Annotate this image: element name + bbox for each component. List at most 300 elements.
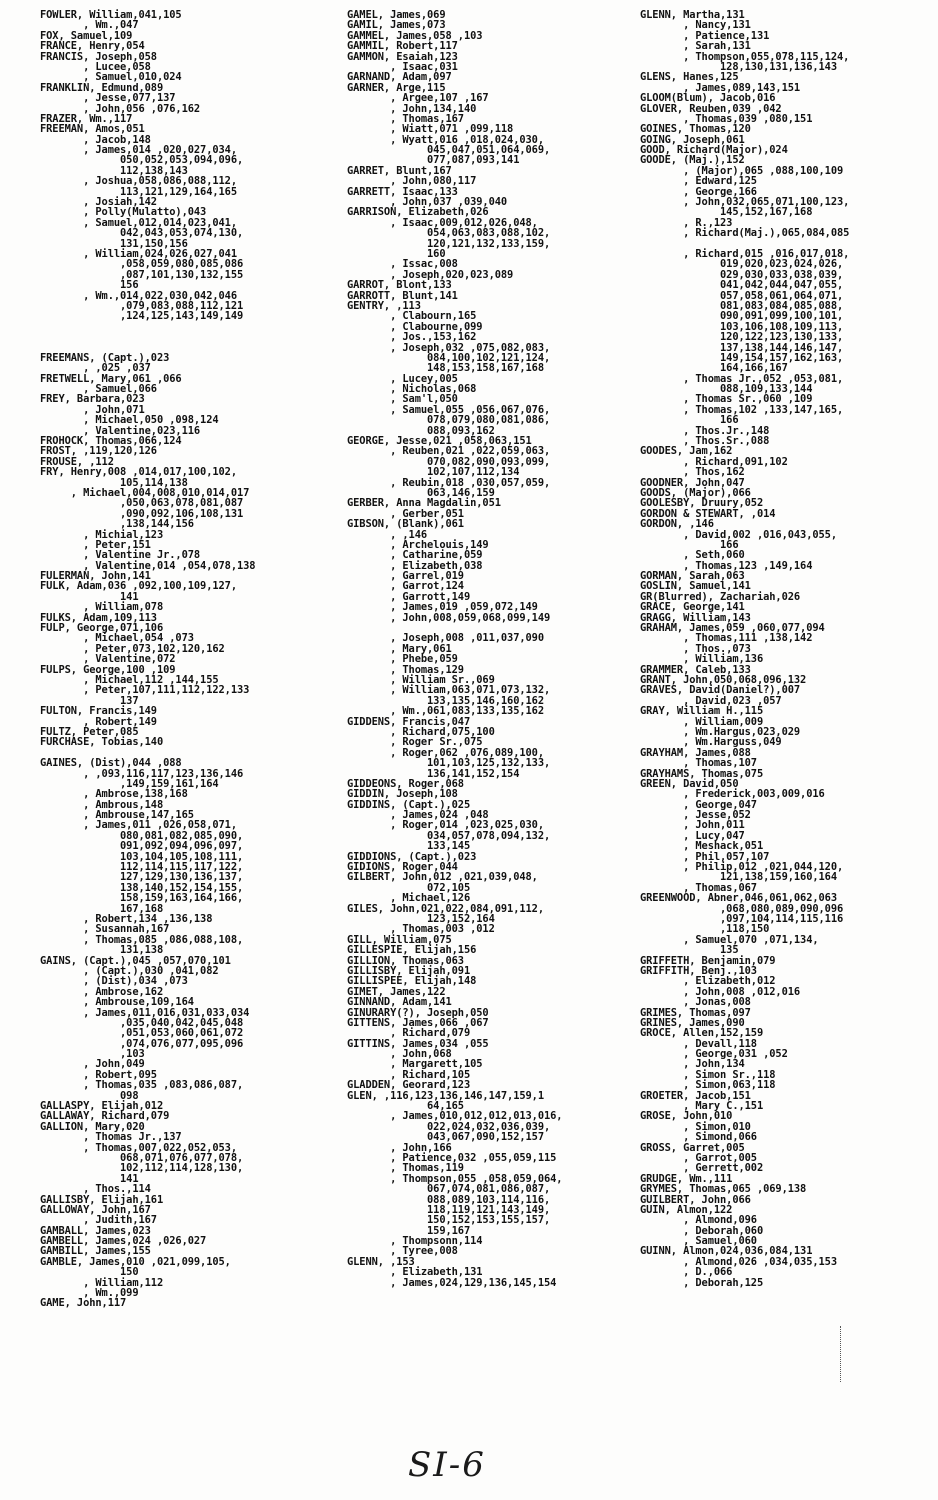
index-entry: GENTRY, ,113 (347, 299, 421, 312)
index-entry: , Garrott,149 (347, 590, 471, 603)
index-entry: , James,019 ,059,072,149 (347, 601, 538, 614)
index-entry: , Frederick,003,009,016 (640, 788, 825, 801)
index-entry: , Wm.Hargus,023,029 (640, 725, 801, 738)
index-entry: 64,165 (347, 1100, 464, 1113)
index-entry: 041,042,044,047,055, (640, 279, 844, 292)
index-entry: , Polly(Mulatto),043 (40, 206, 207, 219)
index-entry: , John,166 (347, 1141, 452, 1154)
index-entry: ,035,040,042,045,048 (40, 1016, 244, 1029)
index-entry: GOOD, Richard(Major),024 (640, 144, 788, 157)
index-entry: GAMBLE, James,010 ,021,099,105, (40, 1255, 231, 1268)
index-entry: GAMEL, James,069 (347, 9, 446, 21)
index-entry: FROST, ,119,120,126 (40, 445, 157, 458)
index-entry: GIDDIN, Joseph,108 (347, 788, 458, 801)
index-entry: , Ambrouse,147,165 (40, 809, 194, 822)
index-entry: GLENS, Hanes,125 (640, 71, 739, 84)
index-entry: 156 (40, 279, 139, 292)
index-entry: , George,031 ,052 (640, 1048, 788, 1061)
index-entry: , Thomas Sr.,060 ,109 (640, 393, 813, 406)
index-entry: ,118,150 (640, 923, 770, 936)
index-entry: 098 (40, 1089, 139, 1102)
index-entry: GRAYHAM, James,088 (640, 746, 751, 759)
index-entry: 113,121,129,164,165 (40, 185, 237, 198)
index-entry: GRYMES, Thomas,065 ,069,138 (640, 1183, 807, 1196)
index-entry: GOODS, (Major),066 (640, 486, 751, 499)
index-entry: , Michial,123 (40, 528, 164, 541)
index-entry: , Richard,091,102 (640, 455, 788, 468)
index-entry: , Judith,167 (40, 1214, 157, 1227)
index-entry: , Mary C.,151 (640, 1100, 764, 1113)
index-entry: , John,032,065,071,100,123, (640, 196, 850, 209)
index-entry: 042,043,053,074,130, (40, 227, 244, 240)
index-entry: GALLISBY, Elijah,161 (40, 1193, 164, 1206)
index-entry: GINURARY(?), Joseph,050 (347, 1006, 489, 1019)
index-entry: 072,105 (347, 881, 471, 894)
index-entry: , Phil,057,107 (640, 850, 770, 863)
index-entry: GOODES, Jam,162 (640, 445, 733, 458)
index-entry: , Thos.,073 (640, 642, 751, 655)
index-entry: , William,112 (40, 1276, 164, 1289)
index-entry: GIDDEONS, Roger,068 (347, 777, 464, 790)
index-entry: , Wm.,099 (40, 1287, 139, 1300)
index-entry: , John,011 (640, 819, 745, 832)
index-entry: ,058,059,080,085,086 (40, 258, 244, 271)
index-entry: 063,146,159 (347, 486, 495, 499)
index-entry: , Deborah,125 (640, 1276, 764, 1289)
index-entry: , Ambrouse,109,164 (40, 996, 194, 1009)
index-entry: , Richard,079 (347, 1027, 471, 1040)
index-entry: , Joseph,032 ,075,082,083, (347, 341, 551, 354)
index-entry: ,068,080,089,090,096 (640, 902, 844, 915)
index-entry: 121,138,159,160,164 (640, 871, 837, 884)
index-entry: FULKS, Adam,109,113 (40, 611, 157, 624)
index-entry: , James,024,129,136,145,154 (347, 1276, 557, 1289)
index-entry: , Samuel,012,014,023,041, (40, 216, 237, 229)
index-entry: GORDON, ,146 (640, 518, 714, 531)
index-entry: , William,024,026,027,041 (40, 247, 237, 260)
index-entry: , William,063,071,073,132, (347, 684, 551, 697)
index-entry: 149,154,157,162,163, (640, 351, 844, 364)
index-entry: , Thompson,055,078,115,124, (640, 50, 850, 63)
index-entry: GALLION, Mary,020 (40, 1120, 145, 1133)
index-entry: FURCHASE, Tobias,140 (40, 736, 164, 749)
index-entry: GROETER, Jacob,151 (640, 1089, 751, 1102)
index-entry: 118,119,121,143,149, (347, 1203, 551, 1216)
index-entry: , Garrot,005 (640, 1151, 757, 1164)
index-entry: FRANCIS, Joseph,058 (40, 50, 157, 63)
index-entry: , Thomas,003 ,012 (347, 923, 495, 936)
index-entry: GLENN, ,153 (347, 1255, 415, 1268)
index-entry: 166 (640, 538, 739, 551)
index-entry: , D.,066 (640, 1266, 733, 1279)
index-entry: 103,104,105,108,111, (40, 850, 244, 863)
index-entry: , Thomas,067 (640, 881, 757, 894)
index-entry: 078,079,080,081,086, (347, 414, 551, 427)
index-entry: GRAMMER, Caleb,133 (640, 663, 751, 676)
index-entry: , Thompson,055 ,058,059,064, (347, 1172, 563, 1185)
index-entry: GLOOM(Blum), Jacob,016 (640, 92, 776, 105)
index-entry: GUILBERT, John,066 (640, 1193, 751, 1206)
page-label: SI-6 (408, 1445, 486, 1485)
index-entry: , Richard,015 ,016,017,018, (640, 247, 850, 260)
index-entry: , Thomas,123 ,149,164 (640, 559, 813, 572)
index-entry: GAINS, (Capt.),045 ,057,070,101 (40, 954, 231, 967)
index-entry: , Thos.Sr.,088 (640, 435, 770, 448)
index-entry: GRAY, William H.,115 (640, 705, 764, 718)
index-entry: GRAGG, William,143 (640, 611, 751, 624)
index-entry: , Phebe,059 (347, 653, 458, 666)
index-entry: 091,092,094,096,097, (40, 840, 244, 853)
index-entry: , Thomas,039 ,080,151 (640, 112, 813, 125)
index-entry: , Michael,112 ,144,155 (40, 674, 219, 686)
index-entry: , John,068 (347, 1048, 452, 1061)
index-entry: 029,030,033,038,039, (640, 268, 844, 281)
index-entry: , Roger Sr.,075 (347, 736, 483, 749)
index-entry: 045,047,051,064,069, (347, 144, 551, 157)
index-entry: , Jos.,153,162 (347, 331, 477, 344)
index-entry: FROHOCK, Thomas,066,124 (40, 435, 182, 448)
index-entry: , Susannah,167 (40, 923, 170, 936)
index-entry: , Elizabeth,038 (347, 559, 483, 572)
index-entry: , Samuel,066 (40, 383, 157, 396)
index-entry: FREY, Barbara,023 (40, 393, 145, 406)
index-entry: GARRETT, Isaac,133 (347, 185, 458, 198)
index-entry: FRETWELL, Mary,061 ,066 (40, 372, 182, 385)
index-entry: GRAVES, David(Daniel?),007 (640, 684, 801, 697)
index-entry: , Wm.,061,083,133,135,162 (347, 705, 544, 718)
index-entry: , Wiatt,071 ,099,118 (347, 123, 514, 136)
index-entry: , Thomas,085 ,086,088,108, (40, 933, 244, 946)
index-entry: , Jacob,148 (40, 133, 151, 146)
index-entry: GILBERT, John,012 ,021,039,048, (347, 871, 538, 884)
index-entry: , Ambrous,148 (40, 798, 164, 811)
index-entry: ,124,125,143,149,149 (40, 310, 244, 323)
index-entry: GIBSON, (Blank),061 (347, 518, 464, 531)
index-entry: , Richard,105 (347, 1068, 471, 1081)
index-entry: GOODE, (Maj.),152 (640, 154, 745, 167)
index-entry: , Elizabeth,012 (640, 975, 776, 988)
index-entry: , John,056 ,076,162 (40, 102, 201, 115)
index-entry: 050,052,053,094,096, (40, 154, 244, 167)
index-entry: FULTZ, Peter,085 (40, 725, 139, 738)
index-entry: 090,091,099,100,101, (640, 310, 844, 323)
index-entry: GILES, John,021,022,084,091,112, (347, 902, 544, 915)
index-entry: , Thos.Jr.,148 (640, 424, 770, 437)
index-entry: , Deborah,060 (640, 1224, 764, 1237)
index-entry: 159,167 (347, 1224, 471, 1237)
index-entry: , Reubin,018 ,030,057,059, (347, 476, 551, 489)
index-entry: , Sam'l,050 (347, 393, 458, 406)
index-entry: , Lucee,058 (40, 60, 151, 73)
index-entry: 160 (347, 247, 446, 260)
index-entry: 120,122,123,130,133, (640, 331, 844, 344)
index-entry: GARRET, Blunt,167 (347, 164, 452, 177)
index-entry: GAMMON, Esaiah,123 (347, 50, 458, 63)
index-entry: 164,166,167 (640, 362, 788, 375)
index-entry: , Almond,026 ,034,035,153 (640, 1255, 837, 1268)
index-entry: , R.,123 (640, 216, 733, 229)
index-entry: , Simond,066 (640, 1131, 757, 1144)
index-entry: 133,135,146,160,162 (347, 694, 544, 707)
index-entry: , Reuben,021 ,022,059,063, (347, 445, 551, 458)
index-entry: , Almond,096 (640, 1214, 757, 1227)
index-entry: 141 (40, 1172, 139, 1185)
index-entry: GOINES, Thomas,120 (640, 123, 751, 136)
index-entry: 137 (40, 694, 139, 707)
index-entry: , Jesse,052 (640, 809, 751, 822)
index-entry: GLADDEN, Georard,123 (347, 1079, 471, 1092)
index-entry: 068,071,076,077,078, (40, 1151, 244, 1164)
index-entry: , Robert,134 ,136,138 (40, 912, 213, 925)
index-entry: , Jesse,077,137 (40, 92, 176, 105)
index-entry: GREEN, David,050 (640, 777, 739, 790)
index-entry: FOX, Samuel,109 (40, 29, 133, 42)
index-entry: , Sarah,131 (640, 40, 751, 53)
index-entry: , James,010,012,012,013,016, (347, 1110, 563, 1123)
index-entry: , Issac,008 (347, 258, 458, 271)
index-entry: , Samuel,060 (640, 1235, 757, 1248)
index-entry: , Thomas Jr.,137 (40, 1131, 182, 1144)
index-entry: GRANT, John,050,068,096,132 (640, 674, 807, 686)
index-entry: , Roger,014 ,023,025,030, (347, 819, 544, 832)
index-entry: , James,089,143,151 (640, 81, 801, 94)
index-entry: , William,136 (640, 653, 764, 666)
index-entry: ,050,063,078,081,087 (40, 497, 244, 510)
index-entry: 070,082,090,093,099, (347, 455, 551, 468)
index-entry: GOOLESBY, Druury,052 (640, 497, 764, 510)
index-entry: GORMAN, Sarah,063 (640, 570, 745, 583)
index-entry: , Wyatt,016 ,018,024,030, (347, 133, 544, 146)
index-entry: GALLASPY, Elijah,012 (40, 1100, 164, 1113)
index-entry: , Thomas,167 (347, 112, 464, 125)
index-entry: FRY, Henry,008 ,014,017,100,102, (40, 466, 237, 479)
index-entry: , Michael,054 ,073 (40, 632, 194, 645)
index-entry: FROUSE, ,112 (40, 455, 114, 468)
index-entry: 150,152,153,155,157, (347, 1214, 551, 1227)
index-entry: , Patience,131 (640, 29, 770, 42)
index-entry: ,138,144,156 (40, 518, 194, 531)
index-entry: GALLOWAY, John,167 (40, 1203, 151, 1216)
index-entry: ,074,076,077,095,096 (40, 1037, 244, 1050)
index-entry: , John,049 (40, 1058, 145, 1071)
index-entry: 136,141,152,154 (347, 767, 520, 780)
index-entry: GARRISON, Elizabeth,026 (347, 206, 489, 219)
index-entry: GRIFFETH, Benjamin,079 (640, 954, 776, 967)
index-entry: , Devall,118 (640, 1037, 757, 1050)
index-entry: , George,166 (640, 185, 757, 198)
index-entry: , (Dist),034 ,073 (40, 975, 188, 988)
index-entry: , James,014 ,020,027,034, (40, 144, 237, 157)
index-entry: 034,057,078,094,132, (347, 829, 551, 842)
index-entry: 127,129,130,136,137, (40, 871, 244, 884)
index-entry: GROSE, John,010 (640, 1110, 733, 1123)
index-entry: FRAZER, Wm.,117 (40, 112, 133, 125)
index-entry: 105,114,138 (40, 476, 188, 489)
index-entry: GAINES, (Dist),044 ,088 (40, 757, 182, 770)
index-entry: , Thomas,111 ,138,142 (640, 632, 813, 645)
index-entry: GIMET, James,122 (347, 985, 446, 998)
index-entry: GAMBALL, James,023 (40, 1224, 151, 1237)
index-entry: GARNAND, Adam,097 (347, 71, 452, 84)
index-entry: 019,020,023,024,026, (640, 258, 844, 271)
index-entry: , Peter,107,111,112,122,133 (40, 684, 250, 697)
index-entry: , Isaac,031 (347, 60, 458, 73)
index-entry: 067,074,081,086,087, (347, 1183, 551, 1196)
index-entry: , Garrot,124 (347, 580, 464, 593)
index-entry: , Thomas,007,022,052,053, (40, 1141, 237, 1154)
index-entry: , John,134,140 (347, 102, 477, 115)
index-entry: 120,121,132,133,159, (347, 237, 551, 250)
index-entry: GLEN, ,116,123,136,146,147,159,1 (347, 1089, 544, 1102)
index-column-1 (40, 10, 338, 1309)
index-entry: , Thomas,035 ,083,086,087, (40, 1079, 244, 1092)
index-entry: , (Major),065 ,088,100,109 (640, 164, 844, 177)
index-entry: ,103 (40, 1048, 145, 1061)
index-entry: GAMBILL, James,155 (40, 1245, 151, 1258)
index-entry: , Peter,151 (40, 538, 151, 551)
index-entry: , Josiah,142 (40, 196, 157, 209)
index-entry: FREEMAN, Amos,051 (40, 123, 145, 136)
index-entry: , Thomas Jr.,052 ,053,081, (640, 372, 844, 385)
index-entry: 101,103,125,132,133, (347, 757, 551, 770)
index-entry: 080,081,082,085,090, (40, 829, 244, 842)
index-entry: , Mary,061 (347, 642, 452, 655)
index-entry: , Thos,162 (640, 466, 745, 479)
index-entry: , Thomas,107 (640, 757, 757, 770)
index-entry: 123,152,164 (347, 912, 495, 925)
index-entry: FULK, Adam,036 ,092,100,109,127, (40, 580, 237, 593)
index-entry: 102,107,112,134 (347, 466, 520, 479)
index-entry: , James,011,016,031,033,034 (40, 1006, 250, 1019)
index-entry: , David,023 ,057 (640, 694, 782, 707)
index-entry: GRIMES, Thomas,097 (640, 1006, 751, 1019)
index-entry: GOING, Joseph,061 (640, 133, 745, 146)
index-entry: GORDON & STEWART, ,014 (640, 507, 776, 520)
index-entry: 133,145 (347, 840, 471, 853)
index-entry: 077,087,093,141 (347, 154, 520, 167)
index-entry: FRANKLIN, Edmund,089 (40, 81, 164, 94)
index-entry: , John,071 (40, 403, 145, 416)
index-entry: , Thomas,119 (347, 1162, 464, 1175)
index-entry: FULERMAN, John,141 (40, 570, 151, 583)
index-entry: , Peter,073,102,120,162 (40, 642, 225, 655)
index-entry: , James,011 ,026,058,071, (40, 819, 237, 832)
index-entry: GLENN, Martha,131 (640, 9, 745, 21)
index-entry: , James,024 ,048 (347, 809, 489, 822)
index-entry: FRANCE, Henry,054 (40, 40, 145, 53)
index-entry: 022,024,032,036,039, (347, 1120, 551, 1133)
index-entry: GIDDIONS, (Capt.),023 (347, 850, 477, 863)
index-entry: , Valentine Jr.,078 (40, 549, 201, 562)
index-column-2 (347, 10, 637, 1288)
index-entry: GAMIL, James,073 (347, 19, 446, 32)
index-entry (40, 322, 338, 332)
index-entry (40, 332, 338, 342)
index-entry: GILLION, Thomas,063 (347, 954, 464, 967)
index-entry: GAMBELL, James,024 ,026,027 (40, 1235, 207, 1248)
index-entry: 166 (640, 414, 739, 427)
index-entry: , Gerber,051 (347, 507, 464, 520)
index-entry: , Samuel,055 ,056,067,076, (347, 403, 551, 416)
index-entry: GLOVER, Reuben,039 ,042 (640, 102, 782, 115)
index-entry: GRAHAM, James,059 ,060,077,094 (640, 622, 825, 635)
index-entry: ,087,101,130,132,155 (40, 268, 244, 281)
index-entry: , Richard(Maj.),065,084,085 (640, 227, 850, 240)
index-entry: , Garrel,019 (347, 570, 464, 583)
index-entry: 088,093,162 (347, 424, 495, 437)
index-entry: GREENWOOD, Abner,046,061,062,063 (640, 892, 837, 905)
index-entry: 128,130,131,136,143 (640, 60, 837, 73)
index-entry: 145,152,167,168 (640, 206, 813, 219)
index-entry: 137,138,144,146,147, (640, 341, 844, 354)
index-entry: , Edward,125 (640, 175, 757, 188)
index-entry: GARROTT, Blunt,141 (347, 289, 458, 302)
index-entry: 103,106,108,109,113, (640, 320, 844, 333)
index-entry: , Archelouis,149 (347, 538, 489, 551)
index-entry: , George,047 (640, 798, 757, 811)
index-entry: FULP, George,071,106 (40, 622, 164, 635)
index-entry: , Wm.,047 (40, 19, 139, 32)
index-entry: , Patience,032 ,055,059,115 (347, 1151, 557, 1164)
index-entry: GARROT, Blont,133 (347, 279, 452, 292)
index-entry: , Samuel,070 ,071,134, (640, 933, 819, 946)
index-entry: GAMMEL, James,058 ,103 (347, 29, 483, 42)
index-entry: , Simon,010 (640, 1120, 751, 1133)
index-entry: , Lucey,005 (347, 372, 458, 385)
index-entry: ,149,159,161,164 (40, 777, 219, 790)
index-entry: , Michael,126 (347, 892, 471, 905)
index-entry: , Nicholas,068 (347, 383, 477, 396)
index-entry: GIDIONS, Roger,044 (347, 861, 458, 874)
index-entry: , Philip,012 ,021,044,120, (640, 861, 844, 874)
index-entry: , ,146 (347, 528, 428, 541)
index-entry: 158,159,163,164,166, (40, 892, 244, 905)
index-entry: , John,037 ,039,040 (347, 196, 508, 209)
index-entry: , Thompsonn,114 (347, 1235, 483, 1248)
index-entry: , Valentine,023,116 (40, 424, 201, 437)
index-entry: , Robert,095 (40, 1068, 157, 1081)
index-entry: 141 (40, 590, 139, 603)
index-entry: , (Capt.),030 ,041,082 (40, 964, 219, 977)
index-entry: , Simon Sr.,118 (640, 1068, 776, 1081)
index-entry: , Jonas,008 (640, 996, 751, 1009)
index-entry: 084,100,102,121,124, (347, 351, 551, 364)
index-entry: 112,114,115,117,122, (40, 861, 244, 874)
index-entry: GERBER, Anna Magdalin,051 (347, 497, 501, 510)
index-entry: , Lucy,047 (640, 829, 745, 842)
index-entry: 112,138,143 (40, 164, 188, 177)
index-entry: , Elizabeth,131 (347, 1266, 483, 1279)
index-entry: , John,008,059,068,099,149 (347, 611, 551, 624)
index-entry: , Wm.,014,022,030,042,046 (40, 289, 237, 302)
index-entry: , Clabourne,099 (347, 320, 483, 333)
index-entry: , Valentine,072 (40, 653, 176, 666)
index-entry: FULPS, George,100 ,109 (40, 663, 176, 676)
index-entry: , Joseph,020,023,089 (347, 268, 514, 281)
index-entry: GRIFFITH, Benj.,103 (640, 964, 757, 977)
index-entry: ,079,083,088,112,121 (40, 299, 244, 312)
index-entry: , Thos.,114 (40, 1183, 151, 1196)
index-entry: GOODNER, John,047 (640, 476, 745, 489)
index-entry: , Thomas,129 (347, 663, 464, 676)
index-entry: FULTON, Francis,149 (40, 705, 157, 718)
index-entry: , Isaac,009,012,026,048, (347, 216, 538, 229)
index-entry: , William,078 (40, 601, 164, 614)
index-entry: 081,083,084,085,088, (640, 299, 844, 312)
index-entry: 131,150,156 (40, 237, 188, 250)
index-entry: 088,089,103,114,116, (347, 1193, 551, 1206)
index-entry: , David,002 ,016,043,055, (640, 528, 837, 541)
